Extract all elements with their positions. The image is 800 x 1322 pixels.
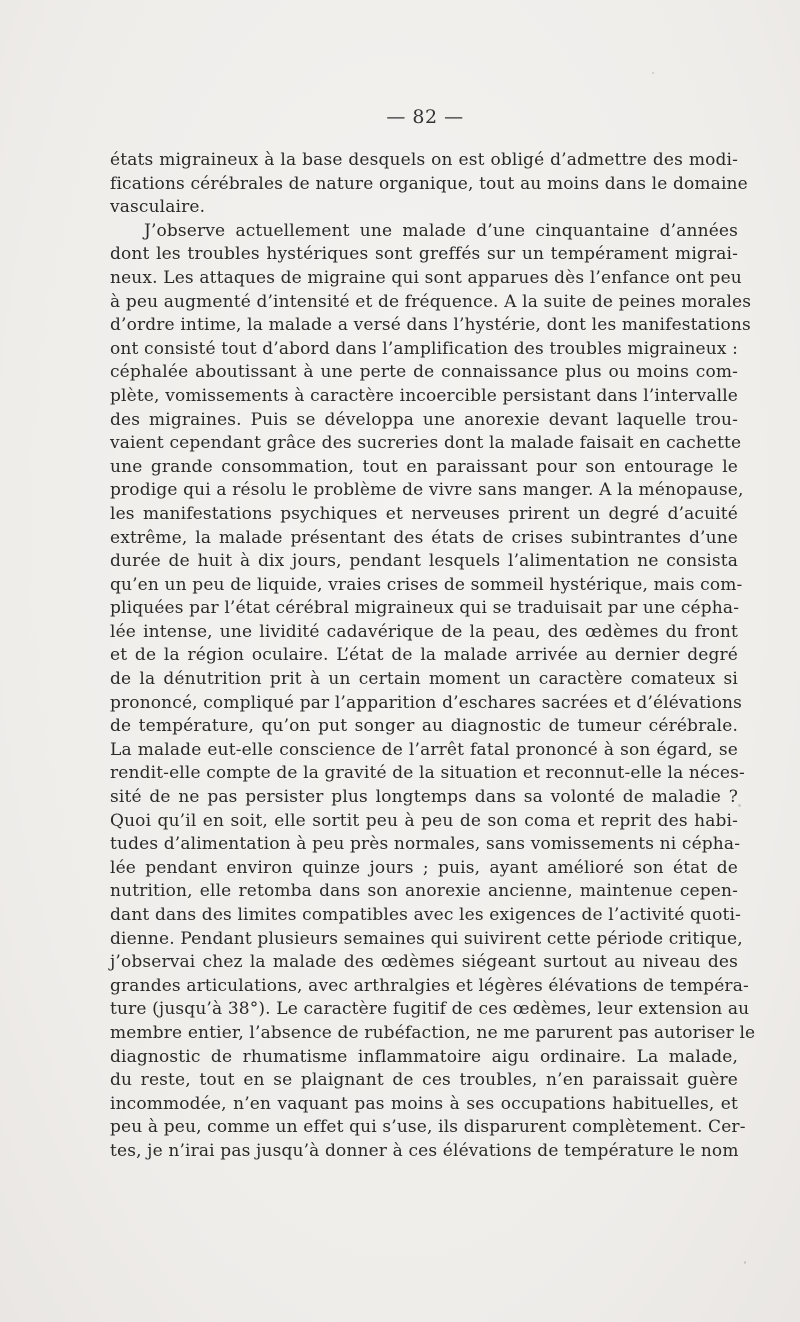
text-line: céphalée aboutissant à une perte de connaissance plus ou moins com- [110,362,738,383]
text-line: vasculaire. [110,197,206,218]
text-line: ture (jusqu’à 38°). Le caractère fugitif de ces œdèmes, leur extension au [110,999,750,1020]
text-line: à peu augmenté d’intensité et de fréquence. A la suite de peines morales [110,291,752,312]
text-line: extrême, la malade présentant des états de crises subintrantes d’une [110,527,738,548]
text-line: durée de huit à dix jours, pendant lesquels l’alimentation ne consista [110,551,738,572]
text-line: une grande consommation, tout en paraissant pour son entourage le [110,456,738,477]
page-number: — 82 — [386,106,464,128]
text-line: plète, vomissements à caractère incoercible persistant dans l’intervalle [110,385,738,406]
text-line: nutrition, elle retomba dans son anorexie ancienne, maintenue cepen- [110,881,738,902]
text-line: du reste, tout en se plaignant de ces troubles, n’en paraissait guère [110,1070,738,1091]
text-line: de la dénutrition prit à un certain moment un caractère comateux si [110,669,738,690]
text-line: pliquées par l’état cérébral migraineux qui se traduisait par une cépha- [110,598,740,619]
text-line: tudes d’alimentation à peu près normales, sans vomissements ni cépha- [110,834,741,855]
paper-speck [744,1261,746,1264]
text-line: j’observai chez la malade des œdèmes siégeant surtout au niveau des [110,952,738,973]
text-line: J’observe actuellement une malade d’une cinquantaine d’années [144,220,738,241]
text-line: ont consisté tout d’abord dans l’amplification des troubles migraineux : [110,338,739,359]
text-line: lée pendant environ quinze jours ; puis, ayant amélioré son état de [110,857,738,878]
text-line: peu à peu, comme un effet qui s’use, ils disparurent complètement. Cer- [110,1117,746,1138]
body-text [110,149,756,1164]
text-line: prodige qui a résolu le problème de vivre sans manger. A la ménopause, [110,480,744,501]
text-line: Quoi qu’il en soit, elle sortit peu à peu de son coma et reprit des habi- [110,810,738,831]
text-line: sité de ne pas persister plus longtemps dans sa volonté de maladie ? [110,787,738,808]
text-line: états migraineux à la base desquels on est obligé d’admettre des modi- [110,150,738,170]
text-line: dont les troubles hystériques sont greffés sur un tempérament migrai- [110,244,738,265]
paper-speck [738,804,741,807]
text-line: qu’en un peu de liquide, vraies crises de sommeil hystérique, mais com- [110,574,743,595]
text-line: membre entier, l’absence de rubéfaction, ne me parurent pas autoriser le [110,1022,756,1043]
text-line: grandes articulations, avec arthralgies et légères élévations de tempéra- [110,975,749,996]
text-line: La malade eut-elle conscience de l’arrêt fatal prononcé à son égard, se [110,739,738,760]
text-line: incommodée, n’en vaquant pas moins à ses occupations habituelles, et [110,1093,738,1114]
text-line: tes, je n’irai pas jusqu’à donner à ces élévations de température le nom [110,1140,739,1161]
text-line: d’ordre intime, la malade a versé dans l’hystérie, dont les manifestations [110,315,751,336]
text-line: dienne. Pendant plusieurs semaines qui suivirent cette période critique, [110,928,743,949]
text-line: dant dans des limites compatibles avec les exigences de l’activité quoti- [110,905,742,925]
text-line: rendit-elle compte de la gravité de la situation et reconnut-elle la néces- [110,763,745,784]
text-line: de température, qu’on put songer au diagnostic de tumeur cérébrale. [110,716,738,737]
text-line: des migraines. Puis se développa une anorexie devant laquelle trou- [110,409,738,430]
text-line: et de la région oculaire. L’état de la malade arrivée au dernier degré [110,645,738,666]
text-line: diagnostic de rhumatisme inflammatoire aigu ordinaire. La malade, [110,1046,738,1067]
text-line: vaient cependant grâce des sucreries dont la malade faisait en cachette [110,433,742,454]
text-line: les manifestations psychiques et nerveuses prirent un degré d’acuité [110,503,738,524]
paper-speck [652,72,654,74]
text-line: neux. Les attaques de migraine qui sont apparues dès l’enfance ont peu [110,267,742,288]
text-line: lée intense, une lividité cadavérique de la peau, des œdèmes du front [110,621,738,642]
text-line: prononcé, compliqué par l’apparition d’eschares sacrées et d’élévations [110,692,742,713]
text-line: fications cérébrales de nature organique, tout au moins dans le domaine [110,173,748,194]
